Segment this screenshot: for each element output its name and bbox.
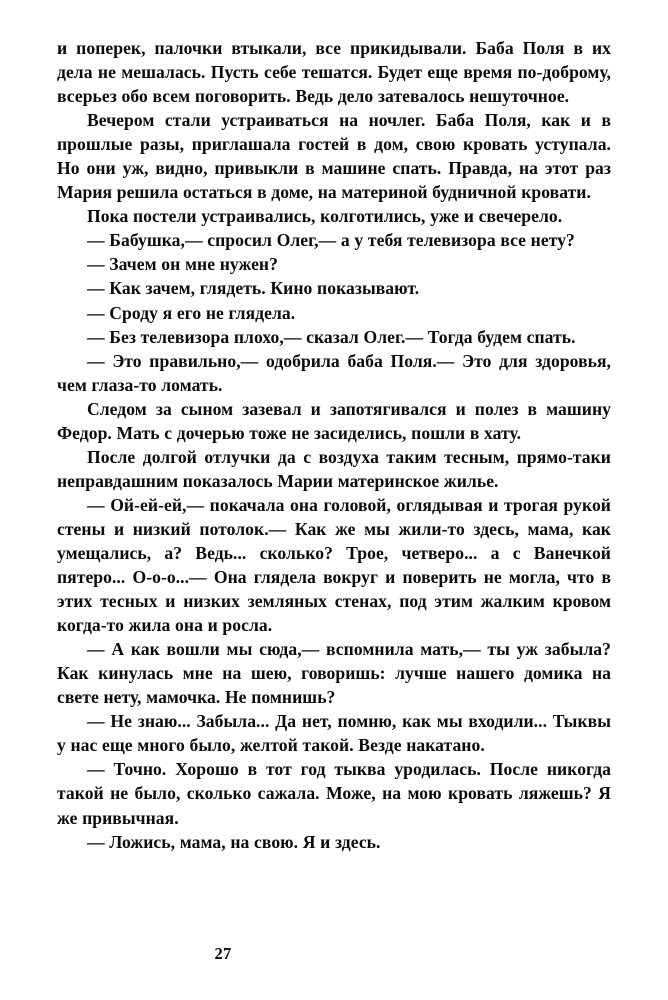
dialogue-paragraph: — Зачем он мне нужен? bbox=[87, 254, 278, 275]
paragraph: Пока постели устраивались, колготились, уже и свечерело. bbox=[87, 206, 563, 227]
dialogue-paragraph: — Не знаю... Забыла... Да нет, помню, как мы входили... Тыквы у нас еще много было, желтой такой. Везде накатано. bbox=[57, 711, 611, 756]
paragraph: После долгой отлучки да с воздуха таким тесным, прямо-таки неправдашним показалось Марии материнское жилье. bbox=[57, 446, 611, 491]
dialogue-paragraph: — Сроду я его не глядела. bbox=[87, 302, 296, 323]
paragraph: Вечером стали устраиваться на ночлег. Баба Поля, как и в прошлые разы, приглашала гостей в дом, свою кровать уступала. Но они уж, видно, привыкли в машине спать. Правда, на этот раз Мария решила остаться в доме, на материной будничной кровати. bbox=[57, 110, 611, 203]
dialogue-paragraph: — Это правильно,— одобрила баба Поля.— Это для здоровья, чем глаза-то ломать. bbox=[57, 350, 611, 395]
dialogue-paragraph: — Ой-ей-ей,— покачала она головой, оглядывая и трогая рукой стены и низкий потолок.— Как же мы жили-то здесь, мама, как умещались, а? Ведь... сколько? Трое, четверо... а с Ванечкой пятеро... О-о-о...— Она глядела вокруг и поверить не могла, что в этих тесных и низких земляных стенах, под этим жалким кровом когда-то жила она и росла. bbox=[57, 494, 611, 636]
dialogue-paragraph: — Ложись, мама, на свою. Я и здесь. bbox=[87, 831, 381, 852]
paragraph: Следом за сыном зазевал и запотягивался и полез в машину Федор. Мать с дочерью тоже не засиделись, пошли в хату. bbox=[57, 398, 611, 443]
page-number: 27 bbox=[214, 944, 232, 963]
page-text-block bbox=[57, 36, 611, 854]
dialogue-paragraph: — Точно. Хорошо в тот год тыква уродилась. После никогда такой не было, сколько сажала. Може, на мою кровать ляжешь? Я же привычная. bbox=[57, 759, 611, 828]
paragraph: и поперек, палочки втыкали, все прикидывали. Баба Поля в их дела не мешалась. Пусть себе тешатся. Будет еще время по-доброму, всерьез обо всем поговорить. Ведь дело затевалось нешуточное. bbox=[57, 38, 611, 107]
dialogue-paragraph: — Бабушка,— спросил Олег,— а у тебя телевизора все нету? bbox=[87, 230, 575, 251]
dialogue-paragraph: — А как вошли мы сюда,— вспомнила мать,— ты уж забыла? Как кинулась мне на шею, говоришь: лучше нашего домика на свете нету, мамочка. Не помнишь? bbox=[57, 639, 611, 708]
dialogue-paragraph: — Без телевизора плохо,— сказал Олег.— Тогда будем спать. bbox=[87, 326, 576, 347]
dialogue-paragraph: — Как зачем, глядеть. Кино показывают. bbox=[87, 278, 420, 299]
